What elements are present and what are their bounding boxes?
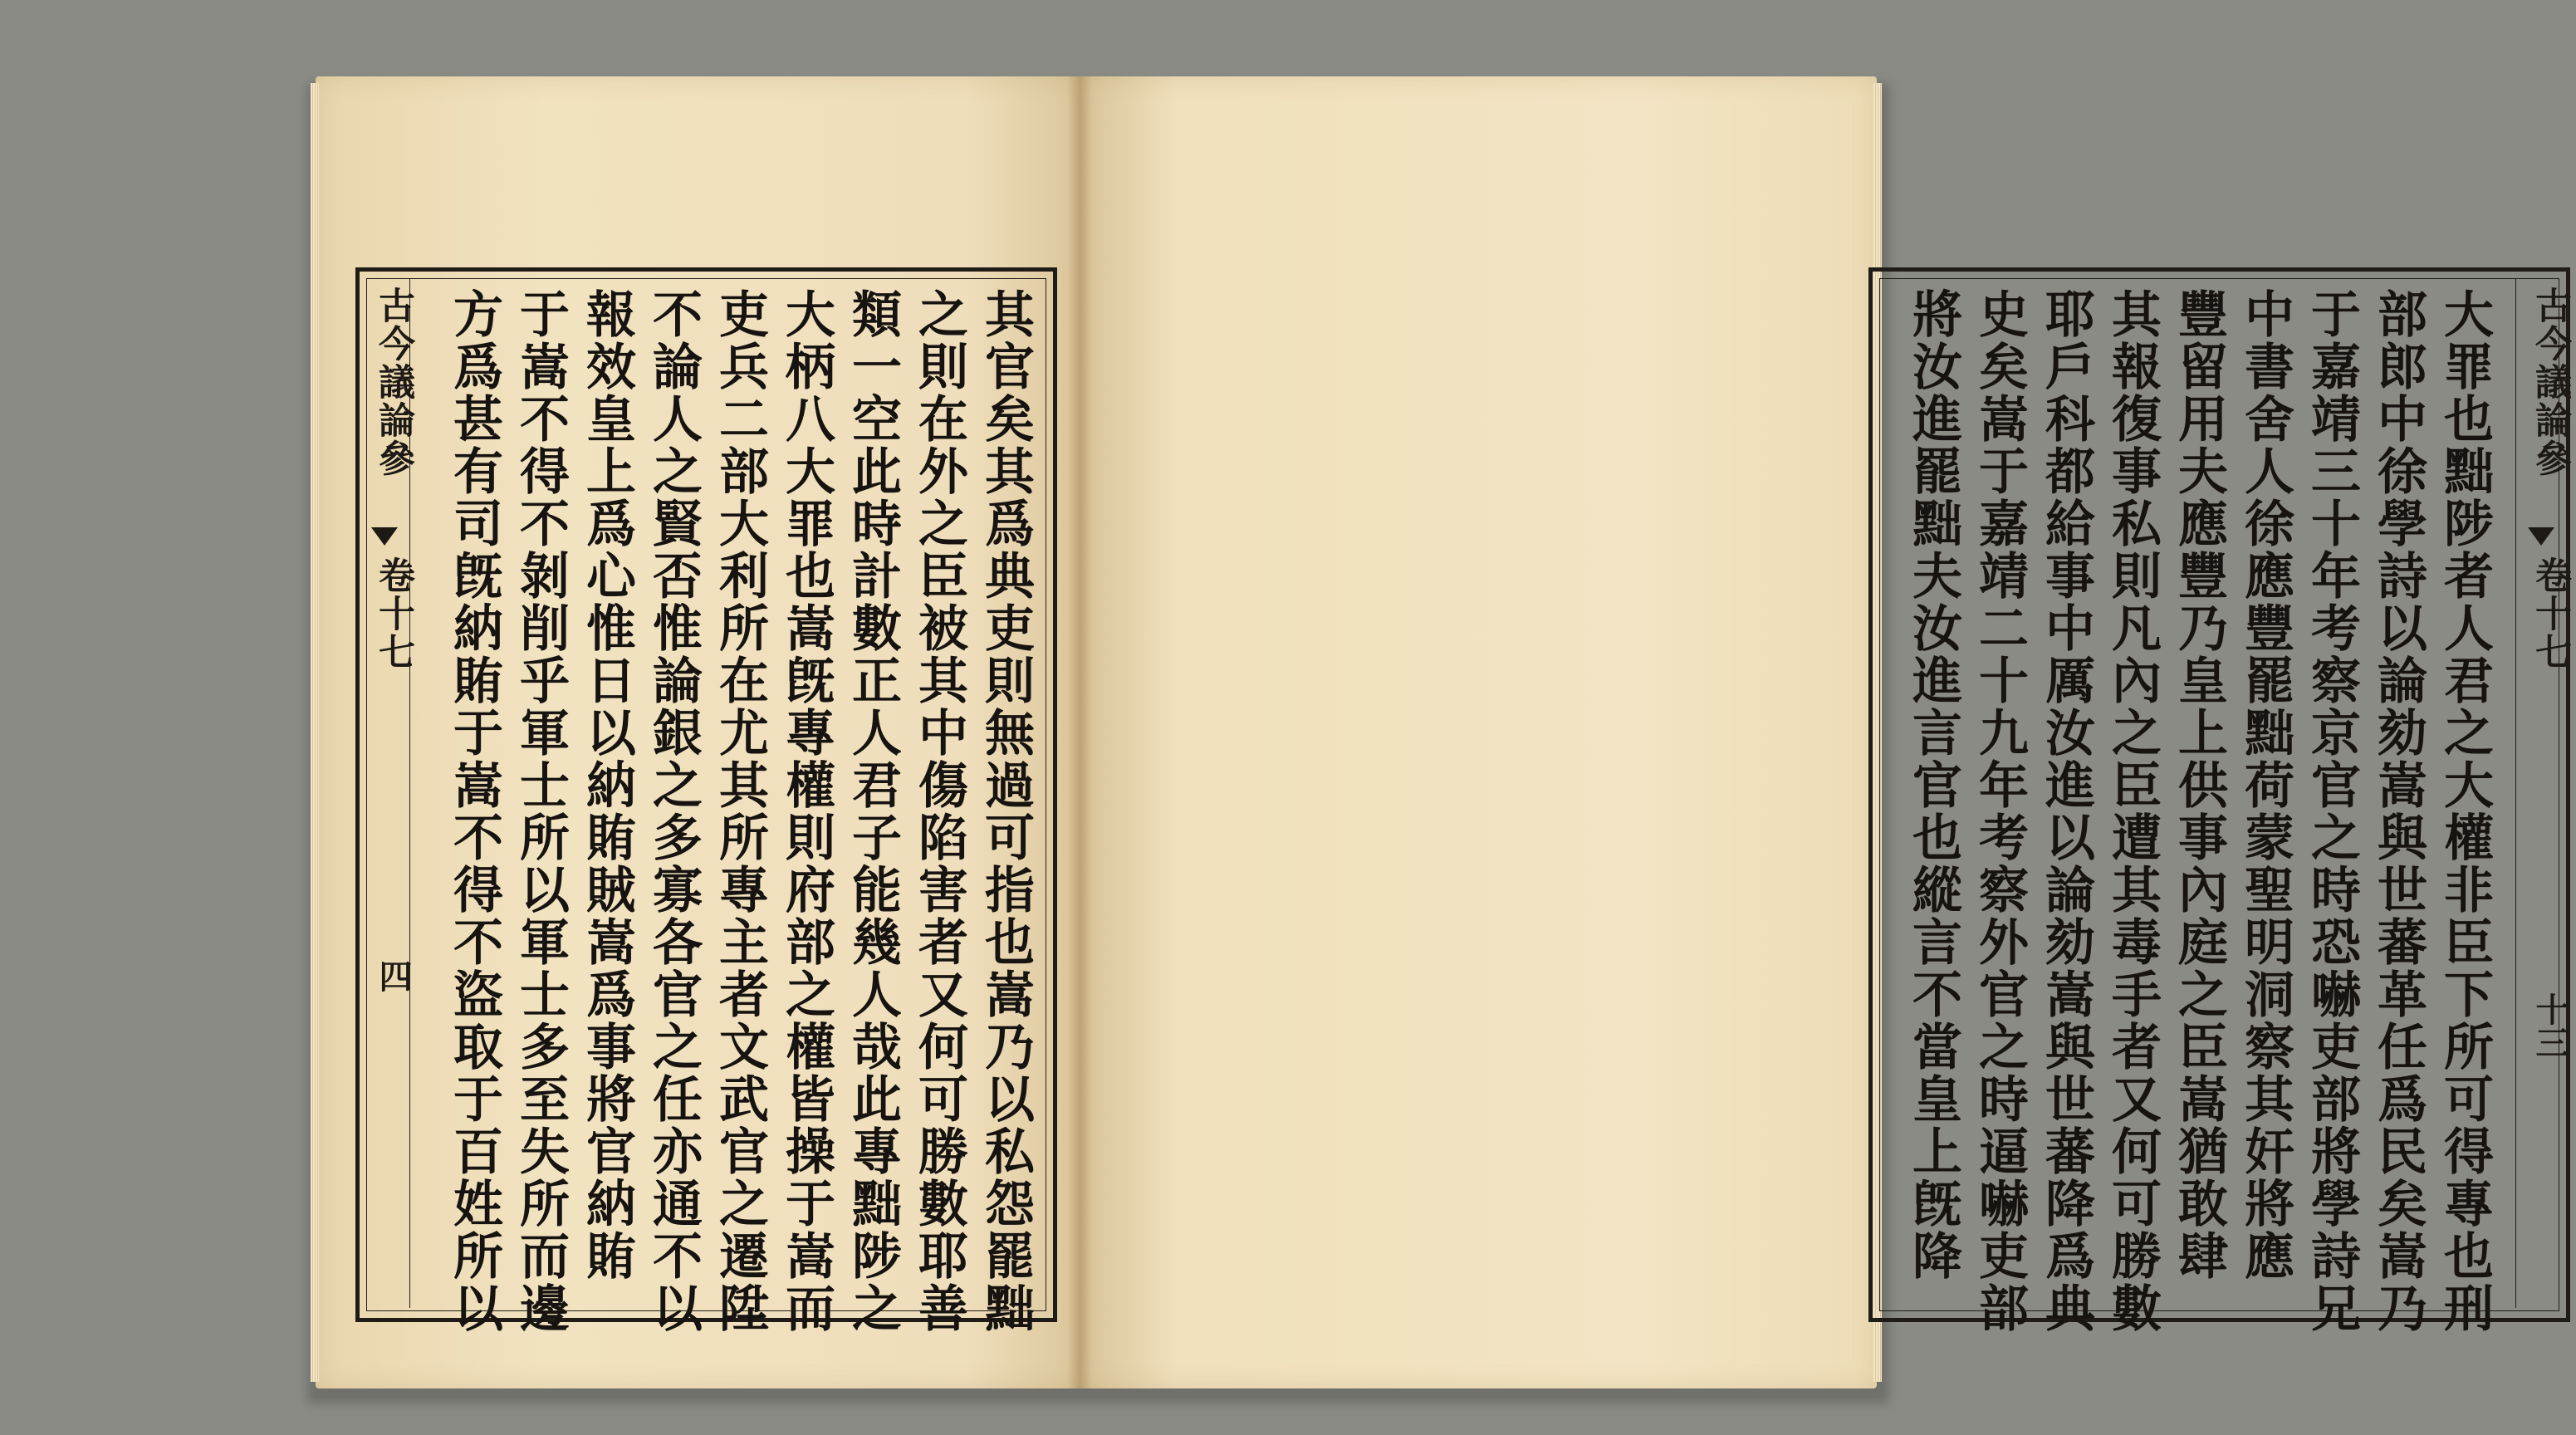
left-margin-page-number: 四 [374, 959, 413, 992]
text-column: 于嵩不得不剝削乎軍士所以軍士多至失所而邊 [512, 288, 570, 1335]
right-page-margin-strip [2515, 278, 2571, 1308]
left-margin-volume: 卷十七 [372, 556, 414, 671]
right-page [1080, 76, 2571, 1388]
text-column: 部郎中徐學詩以論劾嵩與世蕃革任爲民矣嵩乃 [2369, 288, 2427, 1335]
text-column: 于嘉靖三十年考察京官之時恐嚇吏部將學詩兄 [2303, 288, 2361, 1335]
left-text-frame [355, 267, 1057, 1335]
text-column: 將汝進罷黜夫汝進言官也縱言不當皇上旣降 [1904, 288, 1962, 1282]
book-gutter [1067, 76, 1092, 1388]
text-column: 豐留用夫應豐乃皇上供事內庭之臣嵩猶敢肆 [2170, 288, 2228, 1282]
text-column: 吏兵二部大利所在尤其所專主者文武官之遷陞 [711, 288, 769, 1335]
text-column: 之則在外之臣被其中傷陷害者又何可勝數耶善 [910, 288, 968, 1335]
right-margin-title: 古今議論參 [2529, 287, 2571, 478]
right-text-frame [1868, 267, 2571, 1335]
text-column: 大罪也黜陟者人君之大權非臣下所可得專也刑 [2436, 288, 2494, 1335]
left-page [316, 76, 1080, 1388]
text-column: 方爲甚有司旣納賄于嵩不得不盜取于百姓所以 [445, 288, 503, 1335]
text-column: 其報復事私則凡內之臣遭其毒手者又何可勝數 [2103, 288, 2162, 1335]
open-book [316, 76, 2571, 1388]
text-column: 報效皇上爲心惟日以納賄賊嵩爲事將官納賄 [578, 288, 636, 1282]
right-margin-page-number: 十三 [2530, 992, 2569, 1059]
fish-tail-mark-icon [371, 527, 398, 546]
text-column: 大柄八大罪也嵩旣專權則府部之權皆操于嵩而 [777, 288, 835, 1335]
fish-tail-mark-icon [2528, 527, 2554, 546]
text-column: 史矣嵩于嘉靖二十九年考察外官之時逼嚇吏部 [1971, 288, 2029, 1335]
text-column: 耶戶科都給事中厲汝進以論劾嵩與世蕃降爲典 [2037, 288, 2095, 1335]
page-edges-left [311, 83, 319, 1382]
text-column: 類一空此時計數正人君子能幾人哉此專黜陟之 [844, 288, 902, 1335]
right-margin-volume: 卷十七 [2529, 556, 2571, 671]
text-column: 不論人之賢否惟論銀之多寡各官之任亦通不以 [644, 288, 703, 1335]
left-margin-title: 古今議論參 [372, 287, 414, 478]
text-column: 其官矣其爲典吏則無過可指也嵩乃以私怨罷黜 [977, 288, 1035, 1335]
left-page-margin-strip [360, 278, 414, 1308]
text-column: 中書舍人徐應豐罷黜荷蒙聖明洞察其奸將應 [2236, 288, 2294, 1282]
